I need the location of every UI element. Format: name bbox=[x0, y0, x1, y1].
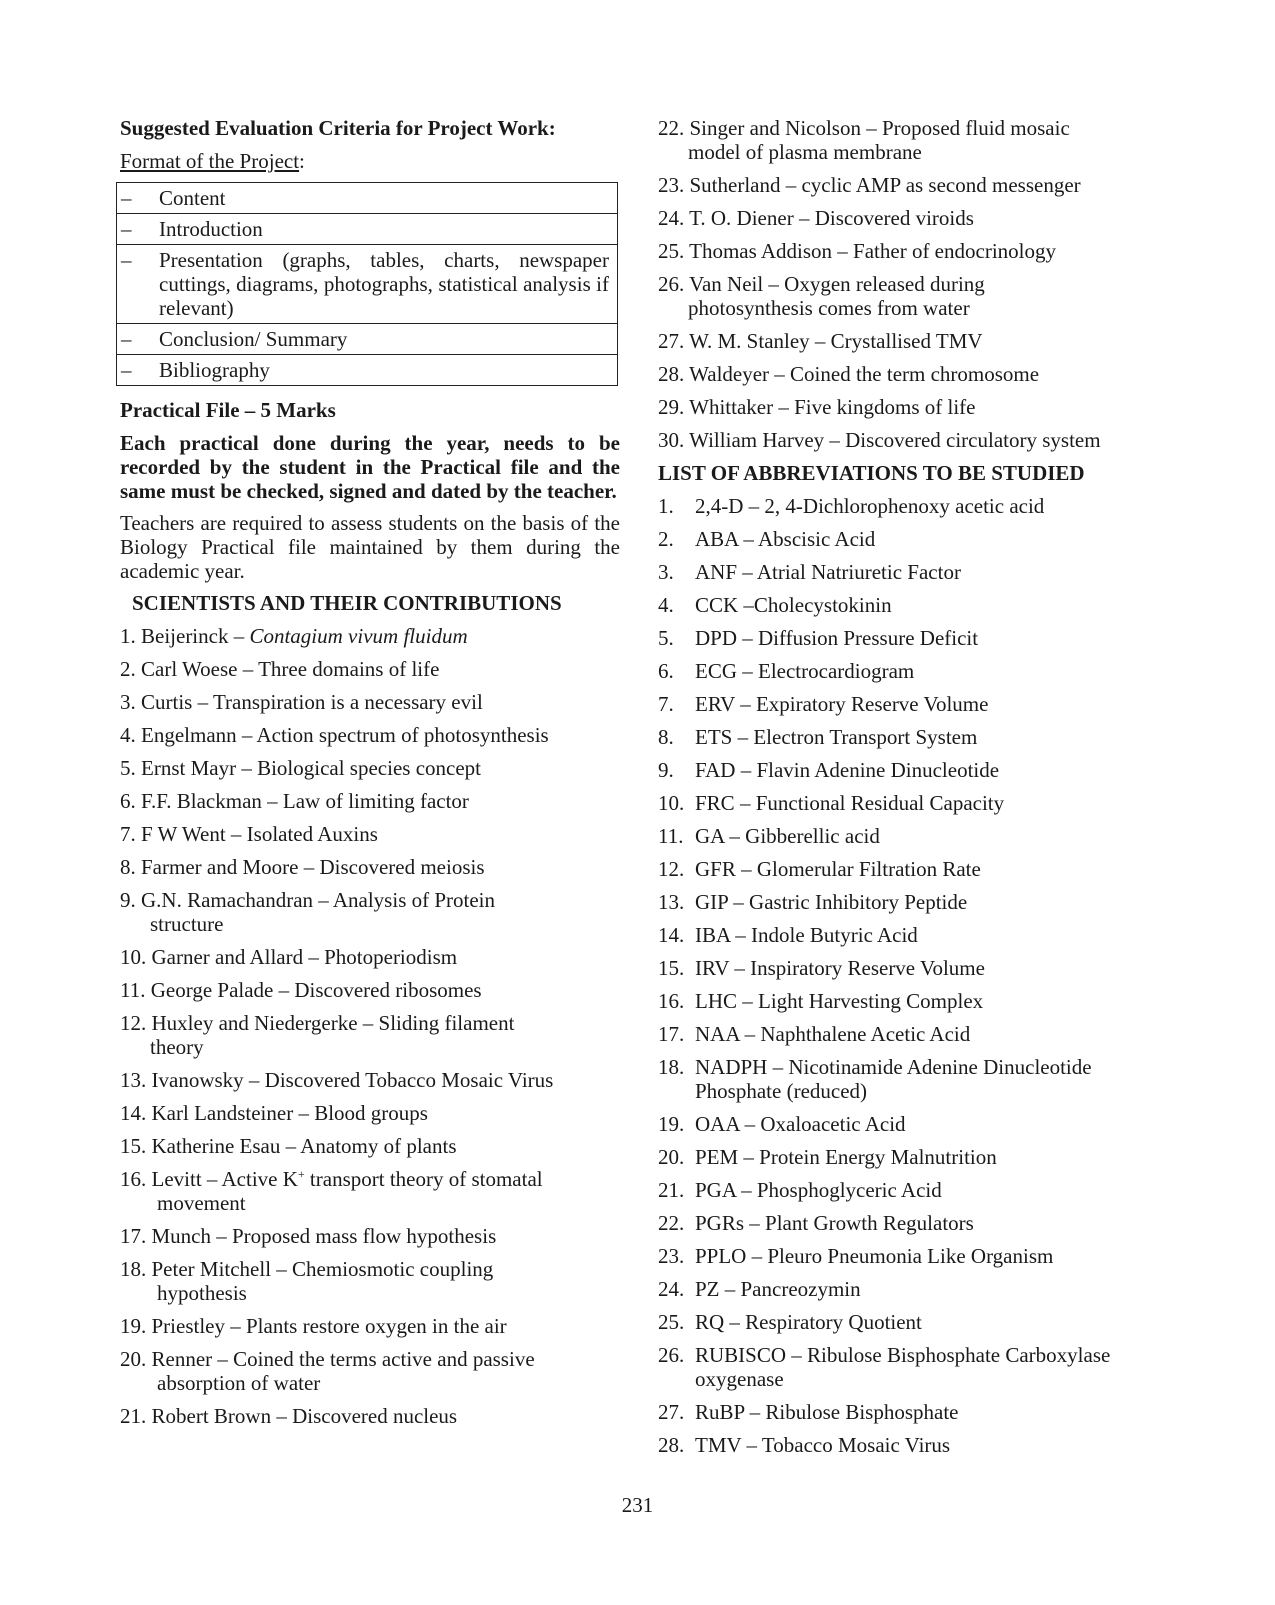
abbreviation-number: 11. bbox=[658, 824, 684, 848]
scientist-text: 2. Carl Woese – Three domains of life bbox=[120, 657, 440, 681]
scientist-text: 6. F.F. Blackman – Law of limiting factor bbox=[120, 789, 469, 813]
scientist-continuation: theory bbox=[150, 1035, 204, 1059]
scientist-item bbox=[658, 395, 1168, 419]
abbreviation-item bbox=[658, 1022, 1168, 1046]
scientist-text: 21. Robert Brown – Discovered nucleus bbox=[120, 1404, 458, 1428]
abbreviation-text: FAD – Flavin Adenine Dinucleotide bbox=[695, 758, 1000, 782]
scientist-continuation: model of plasma membrane bbox=[688, 140, 922, 164]
abbreviation-body bbox=[695, 1433, 1168, 1457]
abbreviation-item bbox=[658, 890, 1168, 914]
scientist-text: 20. Renner – Coined the terms active and passive bbox=[120, 1347, 535, 1371]
abbreviation-text: IBA – Indole Butyric Acid bbox=[695, 923, 918, 947]
abbreviation-item bbox=[658, 956, 1168, 980]
abbreviation-number: 10. bbox=[658, 791, 685, 815]
abbreviation-body bbox=[695, 1310, 1168, 1334]
scientist-text: 19. Priestley – Plants restore oxygen in the air bbox=[120, 1314, 507, 1338]
abbreviation-item bbox=[658, 527, 1168, 551]
scientist-item bbox=[658, 329, 1168, 353]
scientist-item bbox=[658, 239, 1168, 263]
abbreviation-body bbox=[695, 725, 1168, 749]
abbreviation-item bbox=[658, 1211, 1168, 1235]
scientist-item bbox=[658, 116, 1168, 164]
format-row bbox=[117, 183, 618, 214]
format-row bbox=[117, 245, 618, 324]
format-label: Format of the Project bbox=[120, 149, 300, 173]
scientist-text: 11. George Palade – Discovered ribosomes bbox=[120, 978, 482, 1002]
abbreviation-number: 16. bbox=[658, 989, 685, 1013]
abbreviation-text: ETS – Electron Transport System bbox=[695, 725, 978, 749]
abbreviation-text: GFR – Glomerular Filtration Rate bbox=[695, 857, 981, 881]
abbreviation-body bbox=[695, 626, 1168, 650]
abbreviation-text: FRC – Functional Residual Capacity bbox=[695, 791, 1005, 815]
scientist-item bbox=[120, 855, 620, 879]
scientist-text: 5. Ernst Mayr – Biological species concept bbox=[120, 756, 481, 780]
abbreviation-body bbox=[695, 824, 1168, 848]
scientist-text: 8. Farmer and Moore – Discovered meiosis bbox=[120, 855, 485, 879]
scientist-text: 23. Sutherland – cyclic AMP as second messenger bbox=[658, 173, 1081, 197]
abbreviation-number: 21. bbox=[658, 1178, 685, 1202]
scientist-text: 29. Whittaker – Five kingdoms of life bbox=[658, 395, 976, 419]
abbreviation-body bbox=[695, 593, 1168, 617]
scientist-item bbox=[658, 272, 1168, 320]
scientist-text: 18. Peter Mitchell – Chemiosmotic coupling bbox=[120, 1257, 494, 1281]
scientist-item bbox=[658, 206, 1168, 230]
abbreviation-body bbox=[695, 791, 1168, 815]
scientist-italic: Contagium vivum fluidum bbox=[249, 624, 468, 648]
scientist-item bbox=[120, 1134, 620, 1158]
abbreviation-number: 2. bbox=[658, 527, 674, 551]
scientist-text: 14. Karl Landsteiner – Blood groups bbox=[120, 1101, 428, 1125]
scientist-item bbox=[120, 756, 620, 780]
abbreviation-text: 2,4-D – 2, 4-Dichlorophenoxy acetic acid bbox=[695, 494, 1045, 518]
abbreviation-item bbox=[658, 560, 1168, 584]
format-dash: – bbox=[117, 355, 158, 386]
scientist-continuation: hypothesis bbox=[157, 1281, 247, 1305]
scientist-text: 30. William Harvey – Discovered circulatory system bbox=[658, 428, 1101, 452]
abbreviation-text: IRV – Inspiratory Reserve Volume bbox=[695, 956, 985, 980]
abbreviation-number: 3. bbox=[658, 560, 674, 584]
abbreviation-text: ANF – Atrial Natriuretic Factor bbox=[695, 560, 961, 584]
scientist-item bbox=[120, 1068, 620, 1092]
scientist-item bbox=[120, 1404, 620, 1428]
page-number: 231 bbox=[621, 1493, 654, 1517]
abbreviation-text: PZ – Pancreozymin bbox=[695, 1277, 861, 1301]
abbreviation-body bbox=[695, 890, 1168, 914]
abbreviation-item bbox=[658, 824, 1168, 848]
abbreviation-body bbox=[695, 1022, 1168, 1046]
abbreviation-body bbox=[695, 1055, 1168, 1103]
abbreviation-item bbox=[658, 659, 1168, 683]
abbreviation-number: 24. bbox=[658, 1277, 685, 1301]
scientist-text: 9. G.N. Ramachandran – Analysis of Protein bbox=[120, 888, 496, 912]
scientist-item bbox=[120, 822, 620, 846]
scientist-item bbox=[120, 789, 620, 813]
abbreviation-number: 17. bbox=[658, 1022, 685, 1046]
abbreviation-number: 8. bbox=[658, 725, 674, 749]
scientist-item bbox=[120, 1314, 620, 1338]
format-row bbox=[117, 214, 618, 245]
scientist-item bbox=[120, 657, 620, 681]
scientist-item bbox=[120, 690, 620, 714]
format-colon: : bbox=[299, 149, 305, 173]
abbreviation-item bbox=[658, 494, 1168, 518]
abbreviation-item bbox=[658, 1112, 1168, 1136]
abbreviation-number: 25. bbox=[658, 1310, 685, 1334]
abbreviation-number: 5. bbox=[658, 626, 674, 650]
scientist-text: 1. Beijerinck – bbox=[120, 624, 250, 648]
scientist-item bbox=[658, 173, 1168, 197]
scientist-text: 10. Garner and Allard – Photoperiodism bbox=[120, 945, 458, 969]
abbreviation-number: 6. bbox=[658, 659, 674, 683]
abbreviation-body bbox=[695, 923, 1168, 947]
scientist-text: 3. Curtis – Transpiration is a necessary evil bbox=[120, 690, 483, 714]
abbreviation-item bbox=[658, 791, 1168, 815]
abbreviation-body bbox=[695, 989, 1168, 1013]
scientist-continuation: photosynthesis comes from water bbox=[688, 296, 970, 320]
scientist-text: 17. Munch – Proposed mass flow hypothesis bbox=[120, 1224, 497, 1248]
scientist-item bbox=[120, 723, 620, 747]
abbreviations-list bbox=[658, 494, 1168, 1457]
scientist-text: 7. F W Went – Isolated Auxins bbox=[120, 822, 378, 846]
abbreviation-item bbox=[658, 923, 1168, 947]
scientist-item bbox=[120, 1347, 620, 1395]
scientist-item bbox=[658, 362, 1168, 386]
abbreviation-item bbox=[658, 1277, 1168, 1301]
abbreviation-body bbox=[695, 659, 1168, 683]
abbreviation-body bbox=[695, 494, 1168, 518]
abbreviation-item bbox=[658, 593, 1168, 617]
abbreviation-number: 26. bbox=[658, 1343, 685, 1367]
abbreviation-body bbox=[695, 1211, 1168, 1235]
abbreviation-number: 27. bbox=[658, 1400, 685, 1424]
abbreviations-heading: LIST OF ABBREVIATIONS TO BE STUDIED bbox=[658, 461, 1085, 485]
abbreviation-body bbox=[695, 527, 1168, 551]
abbreviation-text: OAA – Oxaloacetic Acid bbox=[695, 1112, 906, 1136]
abbreviation-item bbox=[658, 1433, 1168, 1457]
superscript: + bbox=[297, 1167, 305, 1181]
format-dash: – bbox=[117, 183, 158, 214]
abbreviation-item bbox=[658, 1055, 1168, 1103]
scientist-item bbox=[120, 1011, 620, 1059]
scientist-text: 22. Singer and Nicolson – Proposed fluid mosaic bbox=[658, 116, 1070, 140]
abbreviation-number: 7. bbox=[658, 692, 674, 716]
format-item: Content bbox=[157, 183, 618, 214]
abbreviation-item bbox=[658, 1244, 1168, 1268]
abbreviation-text: ECG – Electrocardiogram bbox=[695, 659, 915, 683]
abbreviation-text: PGRs – Plant Growth Regulators bbox=[695, 1211, 974, 1235]
abbreviation-text: DPD – Diffusion Pressure Deficit bbox=[695, 626, 979, 650]
abbreviation-number: 18. bbox=[658, 1055, 685, 1079]
scientist-text: 28. Waldeyer – Coined the term chromosome bbox=[658, 362, 1040, 386]
abbreviation-text: ABA – Abscisic Acid bbox=[695, 527, 876, 551]
abbreviation-item bbox=[658, 692, 1168, 716]
practical-heading: Practical File – 5 Marks bbox=[120, 398, 336, 422]
abbreviation-body bbox=[695, 560, 1168, 584]
abbreviation-text: PGA – Phosphoglyceric Acid bbox=[695, 1178, 942, 1202]
scientist-item bbox=[120, 1224, 620, 1248]
scientist-item bbox=[120, 1167, 620, 1215]
abbreviation-body bbox=[695, 1277, 1168, 1301]
format-label-row bbox=[120, 149, 620, 173]
format-item: Conclusion/ Summary bbox=[157, 324, 618, 355]
abbreviation-item bbox=[658, 857, 1168, 881]
abbreviation-text: NAA – Naphthalene Acetic Acid bbox=[695, 1022, 971, 1046]
abbreviation-continuation: Phosphate (reduced) bbox=[695, 1079, 868, 1103]
scientist-text: 15. Katherine Esau – Anatomy of plants bbox=[120, 1134, 457, 1158]
abbreviation-item bbox=[658, 1178, 1168, 1202]
abbreviation-text: RuBP – Ribulose Bisphosphate bbox=[695, 1400, 959, 1424]
scientists-heading: SCIENTISTS AND THEIR CONTRIBUTIONS bbox=[132, 591, 562, 615]
scientist-item bbox=[120, 978, 620, 1002]
scientist-item bbox=[658, 428, 1168, 452]
scientists-list-continued bbox=[658, 116, 1168, 452]
scientist-text: 4. Engelmann – Action spectrum of photosynthesis bbox=[120, 723, 549, 747]
abbreviation-number: 23. bbox=[658, 1244, 685, 1268]
format-row bbox=[117, 324, 618, 355]
scientist-item bbox=[120, 888, 620, 936]
abbreviation-text: PEM – Protein Energy Malnutrition bbox=[695, 1145, 997, 1169]
abbreviation-body bbox=[695, 692, 1168, 716]
abbreviation-body bbox=[695, 1400, 1168, 1424]
abbreviation-number: 20. bbox=[658, 1145, 685, 1169]
left-column bbox=[120, 116, 620, 1437]
abbreviation-number: 4. bbox=[658, 593, 674, 617]
abbreviation-item bbox=[658, 1400, 1168, 1424]
format-item: Bibliography bbox=[157, 355, 618, 386]
scientist-continuation: movement bbox=[157, 1191, 246, 1215]
abbreviation-text: LHC – Light Harvesting Complex bbox=[695, 989, 984, 1013]
abbreviation-item bbox=[658, 1310, 1168, 1334]
abbreviation-body bbox=[695, 758, 1168, 782]
abbreviation-item bbox=[658, 1145, 1168, 1169]
abbreviation-number: 19. bbox=[658, 1112, 685, 1136]
abbreviation-text: NADPH – Nicotinamide Adenine Dinucleotide bbox=[695, 1055, 1092, 1079]
scientist-continuation: absorption of water bbox=[157, 1371, 321, 1395]
abbreviation-body bbox=[695, 857, 1168, 881]
scientist-text-cont: transport theory of stomatal bbox=[304, 1167, 543, 1191]
abbreviation-number: 15. bbox=[658, 956, 685, 980]
scientist-item bbox=[120, 624, 620, 648]
format-item: Introduction bbox=[157, 214, 618, 245]
right-column bbox=[658, 116, 1168, 1466]
abbreviation-continuation: oxygenase bbox=[695, 1367, 784, 1391]
format-row bbox=[117, 355, 618, 386]
scientist-text: 24. T. O. Diener – Discovered viroids bbox=[658, 206, 974, 230]
abbreviation-body bbox=[695, 1343, 1168, 1391]
format-item: Presentation (graphs, tables, charts, newspaper cuttings, diagrams, photographs, statistical analysis if relevant) bbox=[157, 245, 618, 324]
practical-paragraph: Teachers are required to assess students on the basis of the Biology Practical file maintained by them during the academic year. bbox=[120, 511, 620, 583]
format-dash: – bbox=[117, 324, 158, 355]
scientist-item bbox=[120, 1101, 620, 1125]
format-dash: – bbox=[117, 214, 158, 245]
format-dash: – bbox=[117, 245, 158, 324]
abbreviation-number: 22. bbox=[658, 1211, 685, 1235]
abbreviation-text: CCK –Cholecystokinin bbox=[695, 593, 892, 617]
abbreviation-text: GA – Gibberellic acid bbox=[695, 824, 880, 848]
scientist-item bbox=[120, 945, 620, 969]
scientist-text: 12. Huxley and Niedergerke – Sliding filament bbox=[120, 1011, 515, 1035]
abbreviation-text: GIP – Gastric Inhibitory Peptide bbox=[695, 890, 968, 914]
scientist-continuation: structure bbox=[150, 912, 224, 936]
abbreviation-text: RUBISCO – Ribulose Bisphosphate Carboxylase bbox=[695, 1343, 1111, 1367]
abbreviation-item bbox=[658, 626, 1168, 650]
abbreviation-number: 1. bbox=[658, 494, 674, 518]
abbreviation-text: PPLO – Pleuro Pneumonia Like Organism bbox=[695, 1244, 1054, 1268]
abbreviation-body bbox=[695, 1178, 1168, 1202]
abbreviation-number: 13. bbox=[658, 890, 685, 914]
abbreviation-text: RQ – Respiratory Quotient bbox=[695, 1310, 922, 1334]
abbreviation-body bbox=[695, 956, 1168, 980]
abbreviation-text: ERV – Expiratory Reserve Volume bbox=[695, 692, 989, 716]
scientist-text: 13. Ivanowsky – Discovered Tobacco Mosaic Virus bbox=[120, 1068, 554, 1092]
abbreviation-body bbox=[695, 1112, 1168, 1136]
scientist-text: 16. Levitt – Active K bbox=[120, 1167, 298, 1191]
scientist-item bbox=[120, 1257, 620, 1305]
abbreviation-number: 14. bbox=[658, 923, 685, 947]
format-table bbox=[116, 182, 618, 386]
evaluation-heading: Suggested Evaluation Criteria for Project Work: bbox=[120, 116, 556, 140]
abbreviation-item bbox=[658, 725, 1168, 749]
practical-bold-paragraph: Each practical done during the year, needs to be recorded by the student in the Practical file and the same must be checked, signed and dated by the teacher. bbox=[120, 431, 620, 503]
abbreviation-number: 12. bbox=[658, 857, 685, 881]
abbreviation-number: 28. bbox=[658, 1433, 685, 1457]
scientist-text: 27. W. M. Stanley – Crystallised TMV bbox=[658, 329, 983, 353]
abbreviation-item bbox=[658, 1343, 1168, 1391]
abbreviation-body bbox=[695, 1145, 1168, 1169]
abbreviation-body bbox=[695, 1244, 1168, 1268]
scientist-text: 26. Van Neil – Oxygen released during bbox=[658, 272, 985, 296]
scientists-list bbox=[120, 624, 620, 1428]
abbreviation-item bbox=[658, 989, 1168, 1013]
abbreviation-number: 9. bbox=[658, 758, 674, 782]
abbreviation-text: TMV – Tobacco Mosaic Virus bbox=[695, 1433, 951, 1457]
abbreviation-item bbox=[658, 758, 1168, 782]
scientist-text: 25. Thomas Addison – Father of endocrinology bbox=[658, 239, 1056, 263]
